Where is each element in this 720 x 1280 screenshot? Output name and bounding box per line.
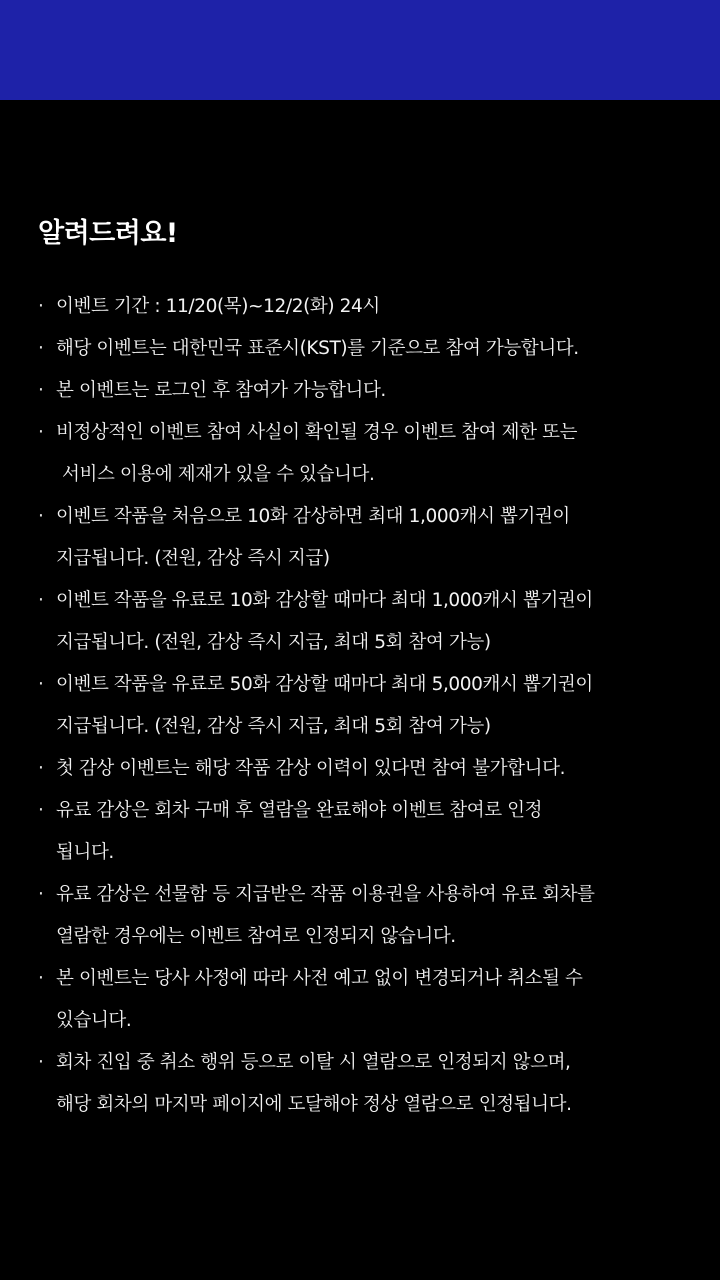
notice-text: 첫 감상 이벤트는 해당 작품 감상 이력이 있다면 참여 불가합니다. [56, 758, 566, 779]
bullet-dot: · [38, 506, 44, 527]
notice-text: 유료 감상은 회차 구매 후 열람을 완료해야 이벤트 참여로 인정 [56, 800, 543, 821]
notice-item-change-notice [38, 958, 688, 1042]
notice-title: 알려드려요! [38, 218, 178, 249]
bullet-dot: · [38, 296, 44, 317]
bullet-dot: · [38, 674, 44, 695]
notice-text: 이벤트 작품을 처음으로 10화 감상하면 최대 1,000캐시 뽑기권이 [56, 506, 570, 527]
notice-item-event-period [38, 286, 688, 328]
notice-item-first-view-restriction [38, 748, 688, 790]
notice-item-abuse [38, 412, 688, 496]
notice-text: 지급됩니다. (전원, 감상 즉시 지급, 최대 5회 참여 가능) [56, 632, 491, 653]
notice-text: 회차 진입 중 취소 행위 등으로 이탈 시 열람으로 인정되지 않으며, [56, 1052, 571, 1073]
notice-text: 이벤트 작품을 유료로 10화 감상할 때마다 최대 1,000캐시 뽑기권이 [56, 590, 593, 611]
notice-item-gift-ticket [38, 874, 688, 958]
bullet-dot: · [38, 758, 44, 779]
notice-text: 서비스 이용에 제재가 있을 수 있습니다. [62, 464, 375, 485]
notice-list [38, 286, 688, 1126]
notice-text: 본 이벤트는 당사 사정에 따라 사전 예고 없이 변경되거나 취소될 수 [56, 968, 583, 989]
notice-item-kst [38, 328, 688, 370]
notice-text: 유료 감상은 선물함 등 지급받은 작품 이용권을 사용하여 유료 회차를 [56, 884, 595, 905]
notice-text: 해당 회차의 마지막 페이지에 도달해야 정상 열람으로 인정됩니다. [56, 1094, 572, 1115]
bullet-dot: · [38, 1052, 44, 1073]
notice-item-last-page [38, 1042, 688, 1126]
notice-item-paid-view-complete [38, 790, 688, 874]
bullet-dot: · [38, 884, 44, 905]
bullet-dot: · [38, 590, 44, 611]
notice-section [38, 210, 688, 1126]
notice-text: 이벤트 기간 : 11/20(목)~12/2(화) 24시 [56, 296, 380, 317]
notice-text: 본 이벤트는 로그인 후 참여가 가능합니다. [56, 380, 386, 401]
notice-text: 열람한 경우에는 이벤트 참여로 인정되지 않습니다. [56, 926, 456, 947]
notice-text: 이벤트 작품을 유료로 50화 감상할 때마다 최대 5,000캐시 뽑기권이 [56, 674, 593, 695]
notice-text: 있습니다. [56, 1010, 132, 1031]
notice-item-paid-10 [38, 580, 688, 664]
notice-text: 됩니다. [56, 842, 114, 863]
notice-item-paid-50 [38, 664, 688, 748]
bullet-dot: · [38, 380, 44, 401]
bullet-dot: · [38, 338, 44, 359]
bullet-dot: · [38, 968, 44, 989]
notice-text: 비정상적인 이벤트 참여 사실이 확인될 경우 이벤트 참여 제한 또는 [56, 422, 578, 443]
bullet-dot: · [38, 800, 44, 821]
notice-item-login [38, 370, 688, 412]
top-header-bar [0, 0, 720, 100]
bullet-dot: · [38, 422, 44, 443]
notice-text: 지급됩니다. (전원, 감상 즉시 지급, 최대 5회 참여 가능) [56, 716, 491, 737]
notice-item-first-10 [38, 496, 688, 580]
notice-text: 해당 이벤트는 대한민국 표준시(KST)를 기준으로 참여 가능합니다. [56, 338, 579, 359]
notice-text: 지급됩니다. (전원, 감상 즉시 지급) [56, 548, 330, 569]
